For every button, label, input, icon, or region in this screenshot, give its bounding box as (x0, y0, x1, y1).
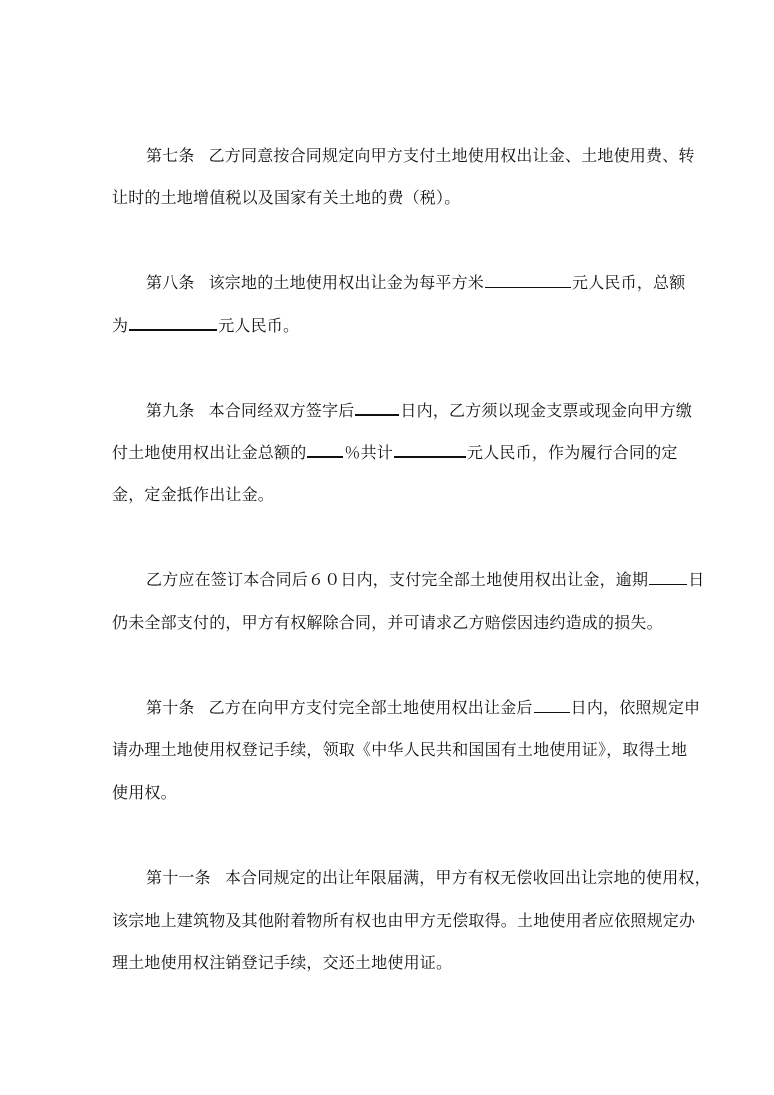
registration-days-blank[interactable] (534, 697, 570, 713)
payment-text-1a: 乙方应在签订本合同后６０日内，支付完全部土地使用权出让金，逾期 (146, 570, 649, 589)
overdue-days-blank[interactable] (649, 569, 687, 585)
price-per-sqm-blank[interactable] (485, 272, 571, 288)
article-8-label: 第八条 (146, 273, 195, 292)
article-10-text-1a: 乙方在向甲方支付完全部土地使用权出让金后 (208, 698, 533, 717)
article-11-line-3 (112, 952, 692, 974)
deposit-amount-blank[interactable] (394, 441, 466, 458)
article-9-text-1a: 本合同经双方签字后 (208, 401, 355, 420)
article-7-text-2: 让时的土地增值税以及国家有关土地的费（税）。 (112, 188, 461, 207)
payment-paragraph-line-2 (112, 612, 692, 634)
article-11-text-3: 理土地使用权注销登记手续，交还土地使用证。 (112, 953, 453, 972)
article-9-text-2c: 元人民币，作为履行合同的定 (467, 443, 678, 462)
article-7-line-1 (146, 145, 695, 167)
article-10-line-2 (112, 739, 692, 761)
article-10-text-1b: 日内，依照规定申 (570, 698, 701, 717)
article-9-line-1 (146, 399, 692, 422)
article-8-text-1a: 该宗地的土地使用权出让金为每平方米 (208, 273, 485, 292)
article-10-text-3: 使用权。 (112, 783, 177, 802)
article-11-label: 第十一条 (146, 868, 211, 887)
article-10-text-2: 请办理土地使用权登记手续，领取《中华人民共和国国有土地使用证》，取得土地 (112, 740, 688, 759)
article-8-text-2a: 为 (112, 316, 129, 335)
article-9-line-3 (112, 484, 692, 506)
article-7-label: 第七条 (146, 146, 195, 165)
article-8-line-2 (112, 314, 692, 337)
article-11-line-1 (146, 867, 711, 889)
payment-paragraph-line-1 (146, 569, 705, 591)
article-11-text-1: 本合同规定的出让年限届满，甲方有权无偿收回出让宗地的使用权， (224, 868, 711, 887)
payment-text-1b: 日 (688, 570, 705, 589)
article-10-line-1 (146, 697, 701, 719)
article-9-text-3: 金，定金抵作出让金。 (112, 485, 275, 504)
total-amount-blank[interactable] (129, 314, 217, 331)
article-11-text-2: 该宗地上建筑物及其他附着物所有权也由甲方无偿取得。土地使用者应依照规定办 (112, 911, 696, 930)
article-7-text-1: 乙方同意按合同规定向甲方支付土地使用权出让金、土地使用费、转 (208, 146, 695, 165)
article-7-line-2 (112, 187, 692, 209)
article-8-text-1b: 元人民币，总额 (572, 273, 686, 292)
payment-text-2: 仍未全部支付的，甲方有权解除合同，并可请求乙方赔偿因违约造成的损失。 (112, 613, 663, 632)
article-9-text-1b: 日内，乙方须以现金支票或现金向甲方缴 (400, 401, 693, 420)
article-10-line-3 (112, 782, 692, 804)
article-11-line-2 (112, 910, 696, 932)
article-8-text-2b: 元人民币。 (218, 316, 300, 335)
article-9-text-2b: ％共计 (344, 443, 394, 462)
signing-days-blank[interactable] (355, 399, 399, 416)
article-8-line-1 (146, 272, 692, 294)
article-9-line-2 (112, 441, 692, 464)
article-9-label: 第九条 (146, 401, 195, 420)
article-9-text-2a: 付土地使用权出让金总额的 (112, 443, 307, 462)
deposit-percent-blank[interactable] (307, 441, 343, 458)
article-10-label: 第十条 (146, 698, 195, 717)
